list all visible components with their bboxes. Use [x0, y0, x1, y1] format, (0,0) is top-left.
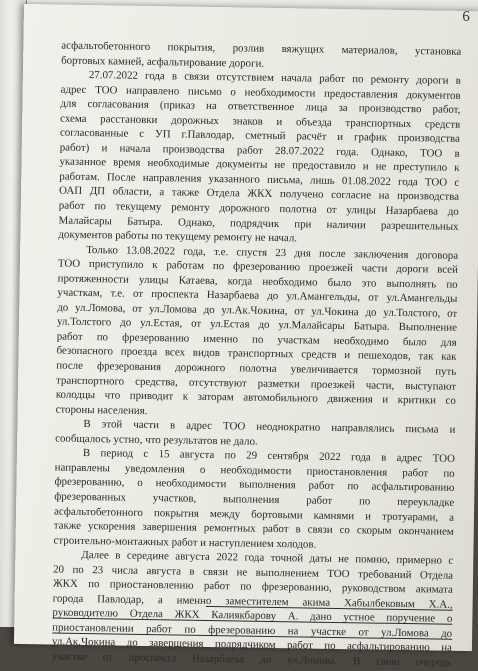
text-line: после фрезерования дорожного полотна увеличивается тормозной путь [56, 359, 457, 378]
text-line: работ) и начала производства работ 28.07.2022 года. Однако, ТОО в [59, 141, 460, 160]
text-line: работ по текущему ремонту дорожного полотна от улицы Назарбаева до [58, 199, 459, 218]
text-line: ул.Толстого до ул.Естая, от ул.Естая до ул.Малайсары Батыра. Выполнение [56, 315, 458, 335]
text-line: стороны населения. [55, 403, 148, 417]
text-line: протяженности улицы Катаева, когда необходимо было это выполнять по [57, 272, 458, 291]
text-line: направлены уведомления о необходимости приостановления работ по [54, 461, 455, 480]
text-line: транспортного средства, отсутствуют разметки проезжей части, выступают [56, 374, 457, 393]
text-line: бортовых камней, асфальтирование дороги. [61, 54, 265, 70]
text-line: документов работы по текущему ремонту не начал. [58, 228, 298, 245]
document-body [52, 39, 462, 671]
text-line: 27.07.2022 года в связи отсутствием начала работ по ремонту дороги в [88, 69, 461, 87]
text-line: фрезерованных участков, выполнения работ по переукладке [54, 490, 455, 509]
text-line: адрес ТОО направлено письмо о необходимости предоставления документов [60, 83, 461, 102]
text-line: сообщалось устно, что результатов не дало. [55, 432, 258, 448]
document-page [14, 4, 478, 669]
text-line: участкам, т.е. от проспекта Назарбаева до ул.Амангельды, от ул.Амангельды [57, 286, 458, 306]
text-line: ТОО приступило к работам по фрезерованию проезжей части дороги всей [57, 257, 458, 277]
text-line: Только 13.08.2022 года, т.е. спустя 23 дня после заключения договора [86, 243, 459, 262]
page-number: 6 [462, 8, 470, 26]
text-line: Далее в середине августа 2022 года точной даты не помню, примерно с [81, 549, 454, 567]
text-line: ОАП ДП области, а также Отдела ЖКХ получено согласие на производства [58, 185, 460, 204]
text-line: В период с 15 августа по 29 сентября 2022 года в адрес ТОО [82, 447, 455, 466]
text-line: работ по фрезерованию именно по участкам необходимо было для [56, 330, 457, 349]
text-line: асфальтобетонного покрытия, розлив вяжущих материалов, установка [61, 39, 462, 58]
text-line: до ул.Ломова, от ул.Ломова до ул.Ак.Чокина, от ул.Чокина до ул.Толстого, от [57, 301, 458, 320]
text-line: Малайсары Батыра. Однако, подрядчик при наличии разрешительных [58, 214, 459, 233]
text-line: руководителю Отдела ЖКХ Калиякбарову А. дано устное поручение о [52, 606, 453, 626]
text-line: работам. После направления указанного письма, лишь 01.08.2022 года ТОО с [59, 170, 460, 189]
text-line: строительно-монтажных работ и наступлением холодов. [53, 534, 317, 551]
text-line: асфальтобетонного покрытия между бортовыми камнями и тротуарами, а [53, 505, 455, 524]
text-line: В этой части в адрес ТОО неоднократно направлялись письма и [83, 418, 456, 437]
text-line: города Павлодар, а именно заместителем акима Хабылбековым Х.А., [52, 592, 453, 611]
text-line: участке от проспекта Назарбаева до ул.Ломова. В свою очередь [51, 650, 452, 669]
text-line: 20 по 23 числа августа в связи не выполнением ТОО требований Отдела [53, 563, 454, 582]
text-line: безопасного проезда всех видов транспортных средств и пешеходов, так как [56, 345, 457, 364]
text-line: фрезерованию, о необходимости выполнения работ по асфальтированию [54, 475, 455, 495]
text-line: схема расстановки дорожных знаков и объезда транспортных средств [60, 112, 461, 131]
text-line: приостановлении работ по фрезерованию на участке от ул.Ломова до [52, 621, 453, 640]
text-line: указанное время необходимые документы не предоставило и не преступило к [59, 155, 460, 175]
text-line: также ускорения завершения ремонтных работ в связи со скорым окончанием [53, 519, 454, 538]
text-line: для согласования (приказ на ответственное лица за производство работ, [60, 97, 461, 117]
text-line: ул.Ак.Чокина до завершения подрядчиком работ по асфальтированию на [51, 635, 453, 655]
text-line: ЖКХ по приостановлению работ по фрезерованию, руководством акимата [52, 577, 453, 597]
text-line: согласованные с УП г.Павлодар, сметный расчёт и график производства [59, 126, 461, 146]
text-line: колодцы что приводит к заторам автомобильного движения и критики со [55, 388, 456, 407]
